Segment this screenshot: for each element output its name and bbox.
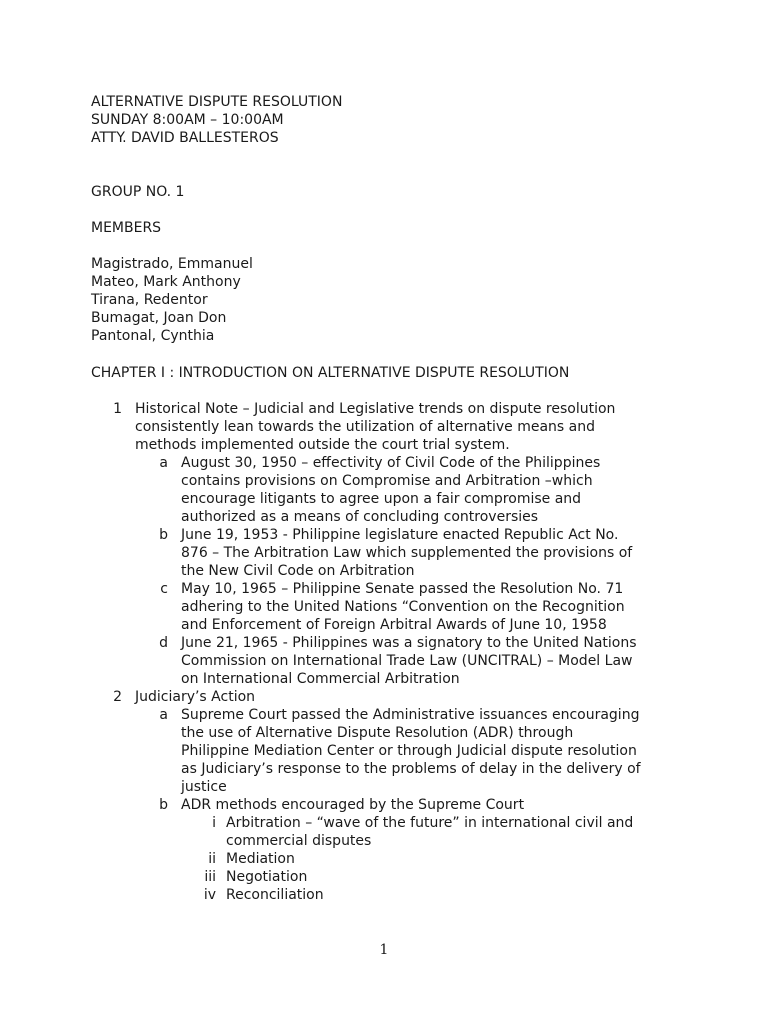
member-name: Pantonal, Cynthia bbox=[91, 328, 215, 344]
outline-text-line: Mediation bbox=[226, 851, 295, 867]
outline-text-line: methods implemented outside the court trial system. bbox=[135, 437, 510, 453]
outline-item-level-1 bbox=[0, 400, 768, 454]
outline-item-text bbox=[181, 454, 768, 526]
chapter-outline bbox=[0, 400, 768, 904]
outline-item-marker: iv bbox=[203, 887, 216, 903]
outline-item-text bbox=[181, 580, 768, 634]
outline-text-line: commercial disputes bbox=[226, 833, 372, 849]
outline-item-marker: a bbox=[159, 707, 168, 723]
group-label: GROUP NO. 1 bbox=[91, 184, 185, 200]
outline-text-line: consistently lean towards the utilization of alternative means and bbox=[135, 419, 595, 435]
outline-item-text bbox=[226, 814, 768, 850]
outline-text-line: and Enforcement of Foreign Arbitral Awards of June 10, 1958 bbox=[181, 617, 607, 633]
outline-item-level-3 bbox=[0, 814, 768, 850]
outline-item-text bbox=[181, 796, 768, 814]
outline-text-line: Supreme Court passed the Administrative issuances encouraging bbox=[181, 707, 640, 723]
outline-text-line: authorized as a means of concluding controversies bbox=[181, 509, 539, 525]
outline-item-level-3 bbox=[0, 850, 768, 868]
outline-item-marker: i bbox=[212, 815, 216, 831]
outline-text-line: contains provisions on Compromise and Arbitration –which bbox=[181, 473, 593, 489]
outline-item-level-3 bbox=[0, 868, 768, 886]
outline-item-text bbox=[226, 868, 768, 886]
outline-item-marker: ii bbox=[208, 851, 216, 867]
member-name: Magistrado, Emmanuel bbox=[91, 256, 253, 272]
outline-text-line: encourage litigants to agree upon a fair compromise and bbox=[181, 491, 582, 507]
outline-item-level-2 bbox=[0, 454, 768, 526]
outline-item-text bbox=[135, 688, 768, 706]
outline-item-text bbox=[135, 400, 768, 454]
outline-item-marker: 1 bbox=[113, 401, 122, 417]
outline-item-level-3 bbox=[0, 886, 768, 904]
outline-item-marker: c bbox=[160, 581, 168, 597]
outline-item-text bbox=[181, 706, 768, 796]
class-schedule: SUNDAY 8:00AM – 10:00AM bbox=[91, 112, 284, 128]
outline-text-line: as Judiciary’s response to the problems of delay in the delivery of bbox=[181, 761, 641, 777]
outline-item-level-2 bbox=[0, 526, 768, 580]
outline-item-marker: iii bbox=[204, 869, 216, 885]
outline-text-line: Philippine Mediation Center or through Judicial dispute resolution bbox=[181, 743, 637, 759]
outline-item-level-2 bbox=[0, 580, 768, 634]
outline-text-line: ADR methods encouraged by the Supreme Court bbox=[181, 797, 525, 813]
outline-item-text bbox=[226, 850, 768, 868]
outline-text-line: the New Civil Code on Arbitration bbox=[181, 563, 415, 579]
document-header bbox=[91, 93, 731, 147]
members-list bbox=[91, 255, 731, 345]
outline-item-marker: 2 bbox=[113, 689, 122, 705]
member-name: Tirana, Redentor bbox=[91, 292, 208, 308]
outline-text-line: justice bbox=[181, 779, 227, 795]
page-number: 1 bbox=[379, 942, 389, 958]
outline-item-level-2 bbox=[0, 706, 768, 796]
outline-item-level-2 bbox=[0, 634, 768, 688]
members-heading: MEMBERS bbox=[91, 220, 162, 236]
outline-text-line: Arbitration – “wave of the future” in international civil and bbox=[226, 815, 634, 831]
outline-item-marker: b bbox=[159, 527, 168, 543]
outline-item-marker: d bbox=[159, 635, 168, 651]
outline-text-line: adhering to the United Nations “Convention on the Recognition bbox=[181, 599, 625, 615]
chapter-title: CHAPTER I : INTRODUCTION ON ALTERNATIVE DISPUTE RESOLUTION bbox=[91, 365, 570, 381]
outline-text-line: August 30, 1950 – effectivity of Civil Code of the Philippines bbox=[181, 455, 601, 471]
course-title: ALTERNATIVE DISPUTE RESOLUTION bbox=[91, 94, 343, 110]
outline-text-line: the use of Alternative Dispute Resolution (ADR) through bbox=[181, 725, 574, 741]
instructor-name: ATTY. DAVID BALLESTEROS bbox=[91, 130, 279, 146]
outline-text-line: Reconciliation bbox=[226, 887, 324, 903]
outline-text-line: Negotiation bbox=[226, 869, 308, 885]
outline-item-level-1 bbox=[0, 688, 768, 706]
outline-item-level-2 bbox=[0, 796, 768, 814]
outline-item-marker: b bbox=[159, 797, 168, 813]
outline-item-text bbox=[181, 526, 768, 580]
outline-text-line: June 21, 1965 - Philippines was a signatory to the United Nations bbox=[181, 635, 637, 651]
member-name: Bumagat, Joan Don bbox=[91, 310, 227, 326]
outline-text-line: 876 – The Arbitration Law which supplemented the provisions of bbox=[181, 545, 633, 561]
outline-text-line: Historical Note – Judicial and Legislative trends on dispute resolution bbox=[135, 401, 616, 417]
member-name: Mateo, Mark Anthony bbox=[91, 274, 241, 290]
outline-text-line: June 19, 1953 - Philippine legislature enacted Republic Act No. bbox=[181, 527, 619, 543]
outline-item-marker: a bbox=[159, 455, 168, 471]
outline-text-line: on International Commercial Arbitration bbox=[181, 671, 460, 687]
outline-text-line: May 10, 1965 – Philippine Senate passed the Resolution No. 71 bbox=[181, 581, 624, 597]
outline-item-text bbox=[226, 886, 768, 904]
outline-text-line: Judiciary’s Action bbox=[135, 689, 256, 705]
outline-item-text bbox=[181, 634, 768, 688]
outline-text-line: Commission on International Trade Law (UNCITRAL) – Model Law bbox=[181, 653, 633, 669]
